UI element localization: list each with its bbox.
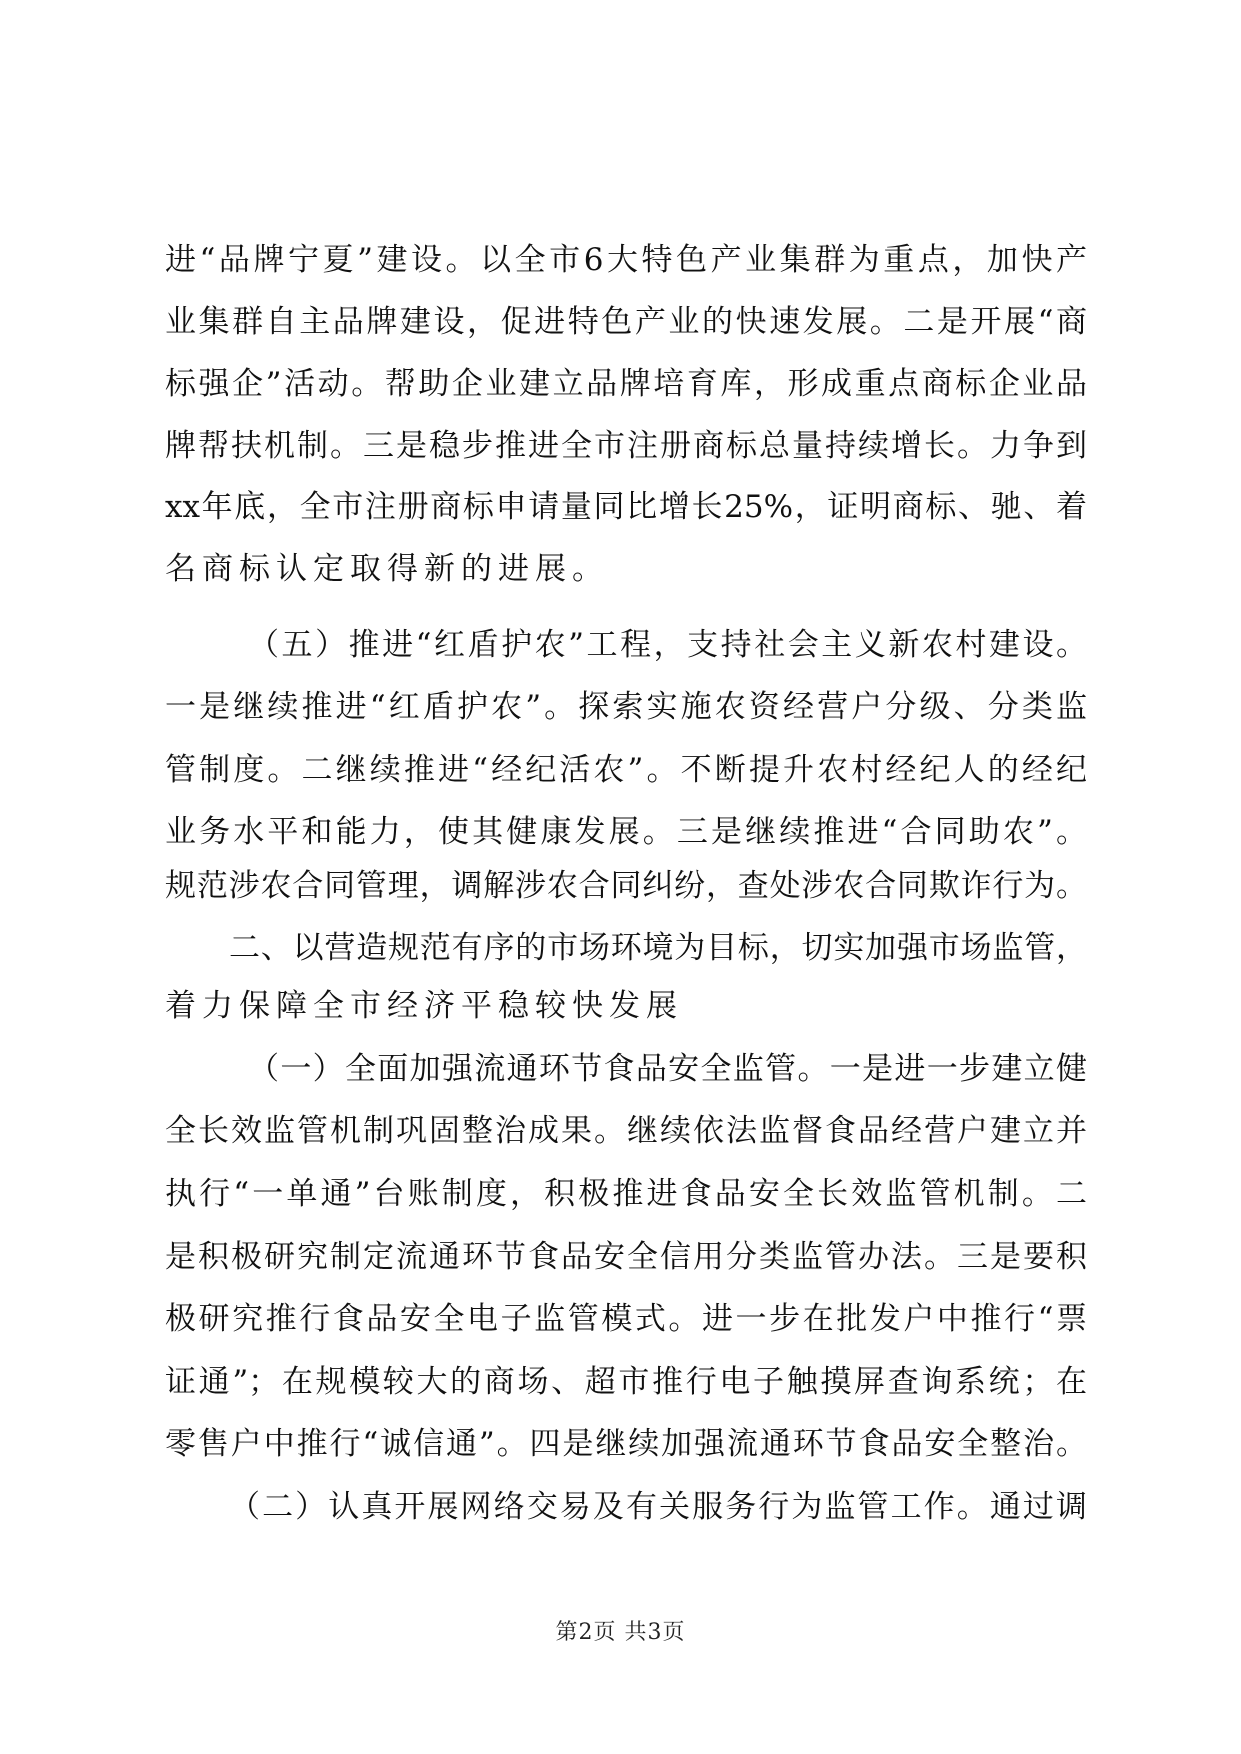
text-line: 标强企”活动。帮助企业建立品牌培育库，形成重点商标企业品	[165, 366, 1087, 402]
text-line: 二、以营造规范有序的市场环境为目标，切实加强市场监管，	[229, 930, 1087, 966]
text-line: （二）认真开展网络交易及有关服务行为监管工作。通过调	[229, 1489, 1087, 1525]
page-footer: 第2页 共3页	[555, 1620, 686, 1645]
text-line: 业集群自主品牌建设，促进特色产业的快速发展。二是开展“商	[165, 304, 1087, 340]
text-line: 业务水平和能力，使其健康发展。三是继续推进“合同助农”。	[165, 814, 1087, 850]
text-line: 全长效监管机制巩固整治成果。继续依法监督食品经营户建立并	[165, 1113, 1087, 1149]
text-line: 名商标认定取得新的进展。	[165, 551, 609, 587]
text-line: （五）推进“红盾护农”工程，支持社会主义新农村建设。	[248, 627, 1087, 663]
text-line: 进“品牌宁夏”建设。以全市6大特色产业集群为重点，加快产	[165, 242, 1087, 278]
text-line: 管制度。二继续推进“经纪活农”。不断提升农村经纪人的经纪	[165, 752, 1087, 788]
text-line: 牌帮扶机制。三是稳步推进全市注册商标总量持续增长。力争到	[165, 428, 1087, 464]
text-line: 着力保障全市经济平稳较快发展	[165, 988, 683, 1024]
text-line: xx年底，全市注册商标申请量同比增长25%，证明商标、驰、着	[165, 489, 1087, 525]
text-line: 证通”；在规模较大的商场、超市推行电子触摸屏查询系统；在	[165, 1364, 1087, 1400]
text-line: 执行“一单通”台账制度，积极推进食品安全长效监管机制。二	[165, 1176, 1087, 1212]
text-line: 是积极研究制定流通环节食品安全信用分类监管办法。三是要积	[165, 1239, 1087, 1275]
text-line: 规范涉农合同管理，调解涉农合同纠纷，查处涉农合同欺诈行为。	[165, 868, 1087, 904]
text-line: （一）全面加强流通环节食品安全监管。一是进一步建立健	[248, 1051, 1087, 1087]
text-line: 一是继续推进“红盾护农”。探索实施农资经营户分级、分类监	[165, 689, 1087, 725]
text-line: 极研究推行食品安全电子监管模式。进一步在批发户中推行“票	[165, 1301, 1087, 1337]
text-line: 零售户中推行“诚信通”。四是继续加强流通环节食品安全整治。	[165, 1426, 1087, 1462]
